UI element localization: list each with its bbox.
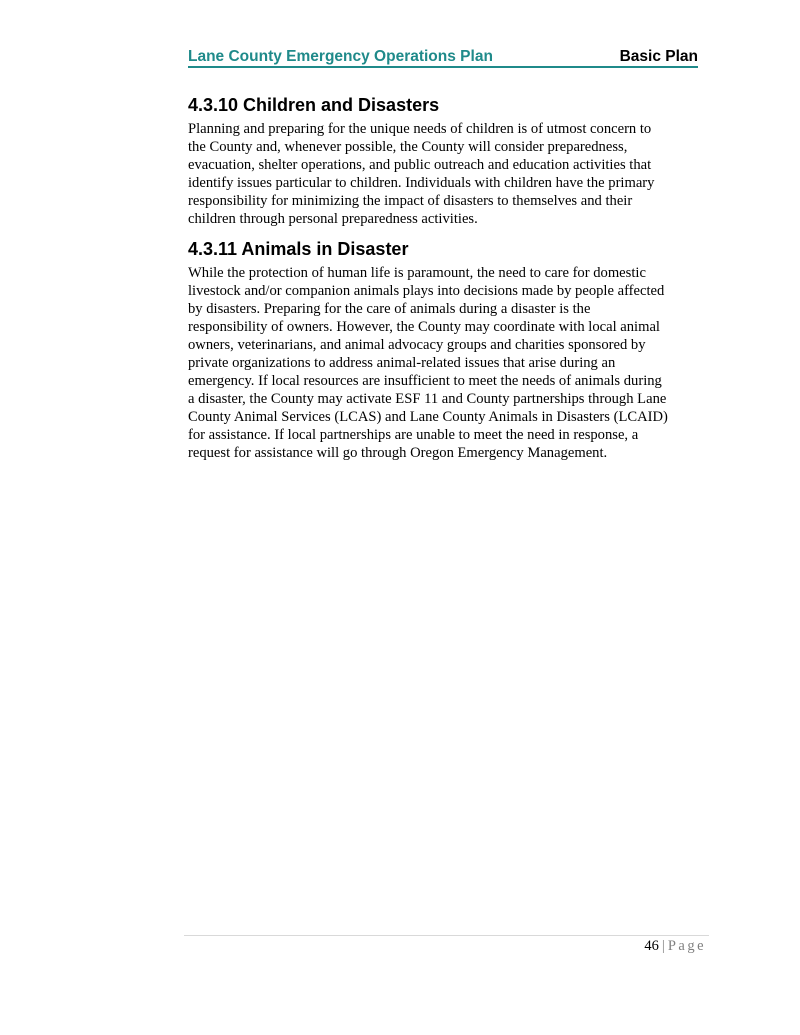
section-heading: 4.3.11 Animals in Disaster (188, 239, 409, 259)
section-heading: 4.3.10 Children and Disasters (188, 95, 440, 115)
section-animals-in-disaster (188, 238, 716, 462)
page-number: 46 (644, 938, 659, 954)
page-content (188, 94, 716, 472)
footer-divider (184, 935, 709, 936)
footer-separator: | (661, 938, 665, 954)
section-title: Basic Plan (619, 48, 698, 65)
page-footer (644, 937, 706, 955)
document-title: Lane County Emergency Operations Plan (188, 48, 493, 65)
page-label: Page (667, 938, 706, 954)
section-children-and-disasters (188, 94, 716, 228)
page-header (188, 46, 698, 68)
section-paragraph: Planning and preparing for the unique needs of children is of utmost concern to the County and, whenever possible, the County will consider preparedness, evacuation, shelter operations, and public outreach and education activities that identify issues particular to children. Individuals with children have the primary responsibility for minimizing the impact of disasters to themselves and their children through personal preparedness activities. (188, 121, 655, 227)
section-paragraph: While the protection of human life is paramount, the need to care for domestic livestock and/or companion animals plays into decisions made by people affected by disasters. Preparing for the care of animals during a disaster is the responsibility of owners. However, the County may coordinate with local animal owners, veterinarians, and animal advocacy groups and charities sponsored by private organizations to address animal-related issues that arise during an emergency. If local resources are insufficient to meet the needs of animals during a disaster, the County may activate ESF 11 and County partnerships through Lane County Animal Services (LCAS) and Lane County Animals in Disasters (LCAID) for assistance. If local partnerships are unable to meet the need in response, a request for assistance will go through Oregon Emergency Management. (188, 265, 668, 461)
